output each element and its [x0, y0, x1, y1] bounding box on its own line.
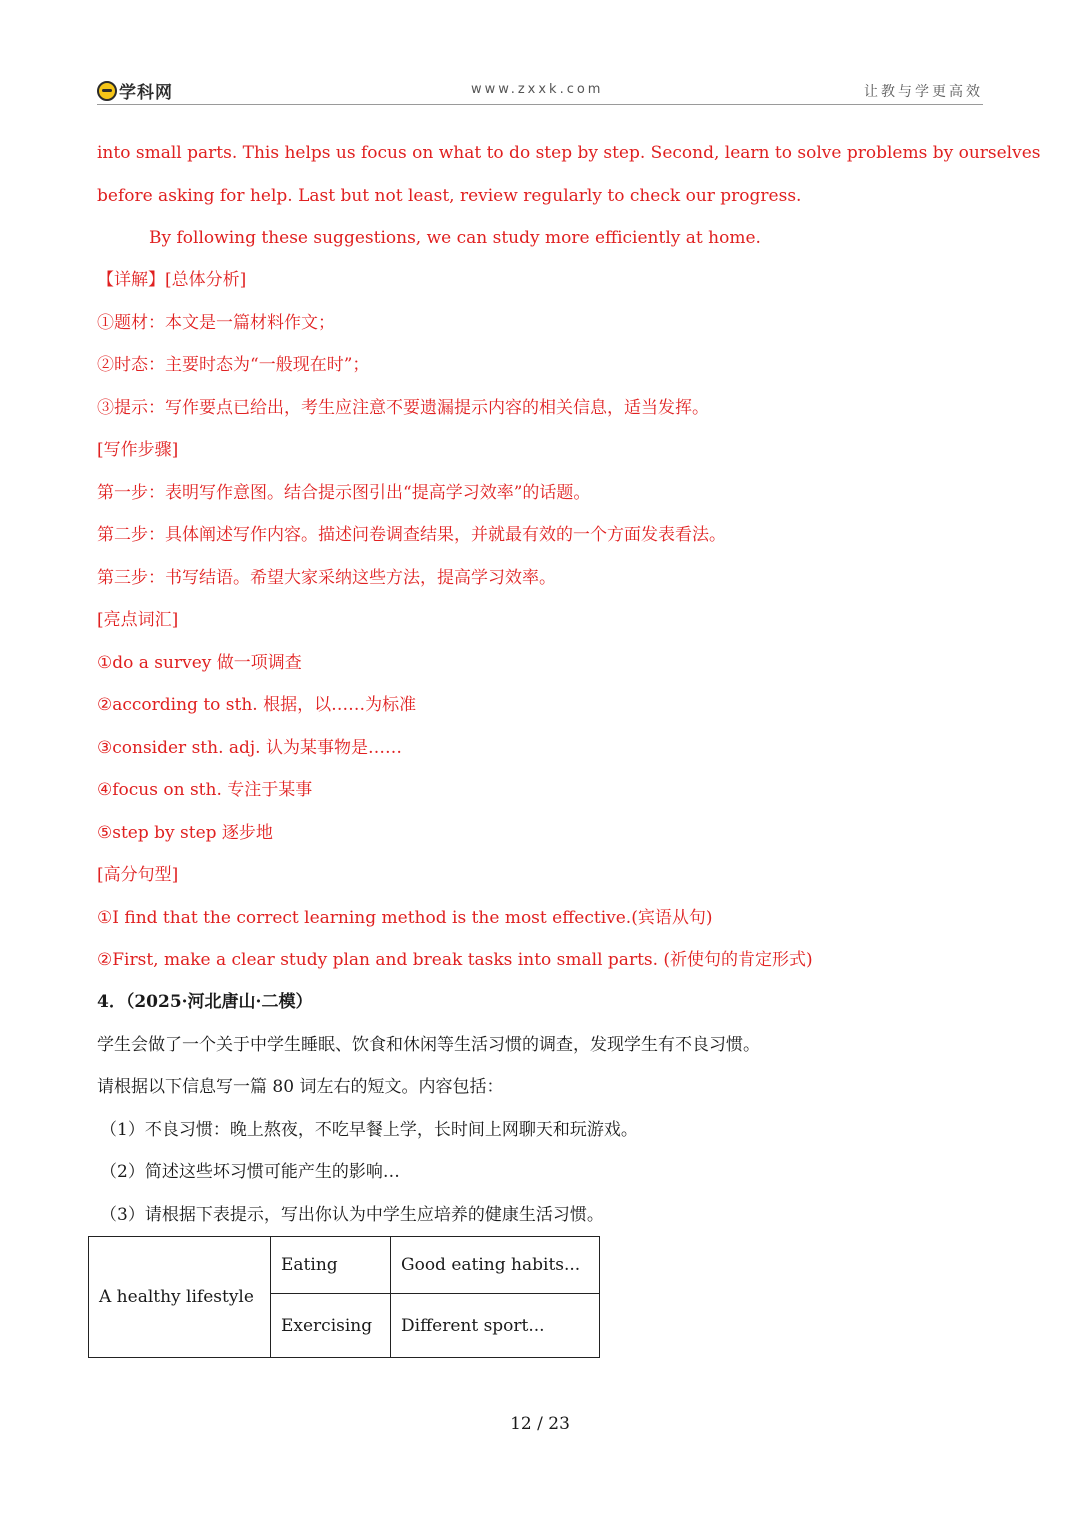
slogan: 让教与学更高效 — [864, 84, 983, 100]
essay-line: By following these suggestions, we can study more efficiently at home. — [149, 228, 761, 248]
site-url[interactable]: www.zxxk.com — [471, 82, 604, 97]
analysis-item: ③提示：写作要点已给出，考生应注意不要遗漏提示内容的相关信息，适当发挥。 — [97, 398, 709, 418]
step-item: 第三步：书写结语。希望大家采纳这些方法，提高学习效率。 — [97, 568, 556, 588]
table-hint-cell: Different sport... — [391, 1294, 600, 1358]
vocab-item: ⑤step by step 逐步地 — [97, 823, 273, 843]
vocab-item: ④focus on sth. 专注于某事 — [97, 780, 313, 800]
detail-heading: 【详解】[总体分析] — [97, 270, 247, 290]
vocab-item: ③consider sth. adj. 认为某事物是…… — [97, 738, 402, 758]
logo-icon — [97, 81, 117, 101]
essay-line: before asking for help. Last but not least, review regularly to check our progress. — [97, 186, 802, 206]
table-aspect-cell: Eating — [271, 1237, 391, 1294]
table-aspect-cell: Exercising — [271, 1294, 391, 1358]
question-number: 4．（2025·河北唐山·二模） — [97, 992, 313, 1012]
step-item: 第一步：表明写作意图。结合提示图引出“提高学习效率”的话题。 — [97, 483, 591, 503]
table-topic-cell: A healthy lifestyle — [89, 1237, 271, 1358]
vocab-heading: [亮点词汇] — [97, 610, 179, 630]
analysis-item: ①题材：本文是一篇材料作文； — [97, 313, 335, 333]
analysis-item: ②时态：主要时态为“一般现在时”； — [97, 355, 370, 375]
logo-text: 学科网 — [119, 83, 173, 103]
page-header — [97, 76, 983, 105]
question-instruction: 请根据以下信息写一篇 80 词左右的短文。内容包括： — [97, 1077, 504, 1097]
sentence-heading: [高分句型] — [97, 865, 179, 885]
question-item: （2）简述这些坏习惯可能产生的影响… — [100, 1162, 400, 1182]
sentence-item: ①I find that the correct learning method is the most effective.(宾语从句) — [97, 908, 713, 928]
question-intro: 学生会做了一个关于中学生睡眠、饮食和休闲等生活习惯的调查，发现学生有不良习惯。 — [97, 1035, 760, 1055]
vocab-item: ②according to sth. 根据，以……为标准 — [97, 695, 417, 715]
vocab-item: ①do a survey 做一项调查 — [97, 653, 302, 673]
table-hint-cell: Good eating habits... — [391, 1237, 600, 1294]
step-item: 第二步：具体阐述写作内容。描述问卷调查结果，并就最有效的一个方面发表看法。 — [97, 525, 726, 545]
lifestyle-table — [88, 1236, 600, 1358]
table-row — [89, 1237, 600, 1294]
steps-heading: [写作步骤] — [97, 440, 179, 460]
page-number: 12 / 23 — [510, 1414, 570, 1434]
question-item: （3）请根据下表提示，写出你认为中学生应培养的健康生活习惯。 — [100, 1205, 604, 1225]
essay-line: into small parts. This helps us focus on what to do step by step. Second, learn to solve problems by ourselves — [97, 143, 1041, 163]
logo[interactable] — [97, 78, 173, 103]
question-item: （1）不良习惯：晚上熬夜，不吃早餐上学，长时间上网聊天和玩游戏。 — [100, 1120, 638, 1140]
sentence-item: ②First, make a clear study plan and break tasks into small parts. (祈使句的肯定形式) — [97, 950, 813, 970]
